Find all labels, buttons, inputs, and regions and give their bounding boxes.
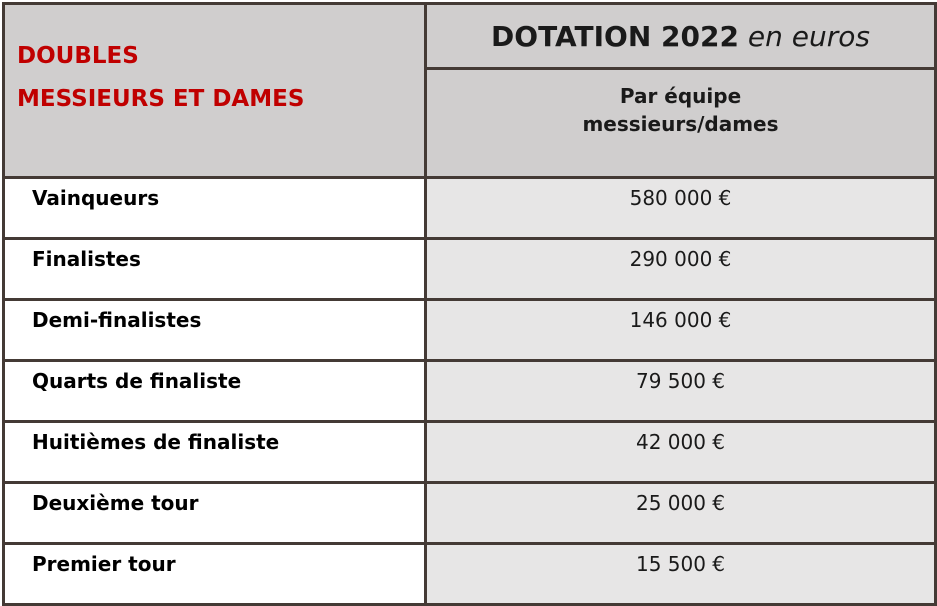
round-label-cell: Vainqueurs xyxy=(4,178,426,239)
dotation-table-container xyxy=(2,2,937,606)
subtitle-line-2: messieurs/dames xyxy=(582,112,779,136)
prize-value-cell: 25 000 € xyxy=(426,483,936,544)
table-row xyxy=(4,483,936,544)
header-row-title xyxy=(4,4,936,69)
round-label-cell: Quarts de finaliste xyxy=(4,361,426,422)
table-row xyxy=(4,544,936,605)
dotation-title-cell xyxy=(426,4,936,69)
prize-value-cell: 146 000 € xyxy=(426,300,936,361)
per-team-header-cell xyxy=(426,69,936,178)
subtitle-line-1: Par équipe xyxy=(619,84,742,108)
prize-value-cell: 290 000 € xyxy=(426,239,936,300)
category-line-1: DOUBLES xyxy=(17,43,139,69)
prize-value-cell: 42 000 € xyxy=(426,422,936,483)
category-line-2: MESSIEURS ET DAMES xyxy=(17,86,305,112)
prize-value-cell: 15 500 € xyxy=(426,544,936,605)
table-row xyxy=(4,239,936,300)
dotation-table xyxy=(2,2,937,606)
category-header-cell xyxy=(4,4,426,178)
prize-value-cell: 580 000 € xyxy=(426,178,936,239)
prize-value-cell: 79 500 € xyxy=(426,361,936,422)
table-row xyxy=(4,422,936,483)
round-label-cell: Demi-finalistes xyxy=(4,300,426,361)
table-row xyxy=(4,361,936,422)
table-row xyxy=(4,300,936,361)
round-label-cell: Premier tour xyxy=(4,544,426,605)
round-label-cell: Finalistes xyxy=(4,239,426,300)
table-row xyxy=(4,178,936,239)
round-label-cell: Deuxième tour xyxy=(4,483,426,544)
dotation-title-suffix: en euros xyxy=(747,19,870,53)
dotation-title: DOTATION 2022 xyxy=(491,19,739,53)
round-label-cell: Huitièmes de finaliste xyxy=(4,422,426,483)
